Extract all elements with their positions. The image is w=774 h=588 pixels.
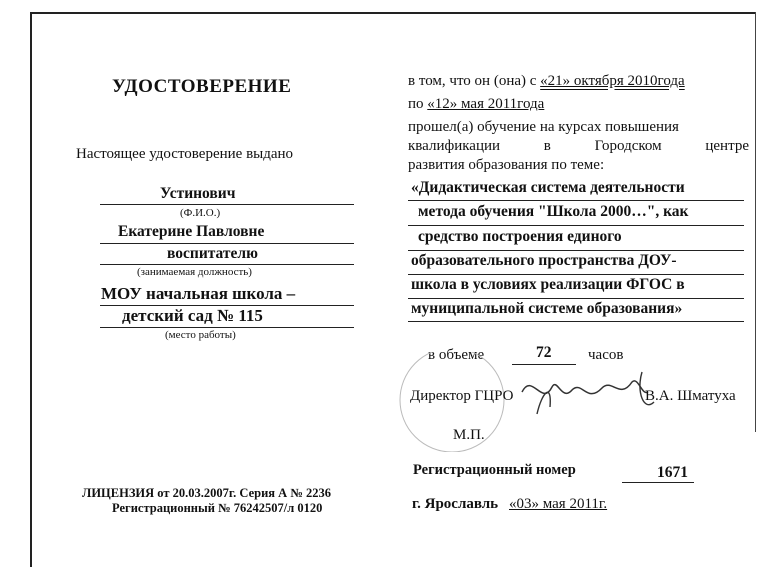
- frame-left-border: [30, 12, 32, 567]
- workplace-line2: детский сад № 115: [122, 306, 263, 325]
- topic-line-5: школа в условиях реализации ФГОС в: [411, 276, 685, 293]
- registration-number: 1671: [657, 464, 688, 481]
- license-line1: ЛИЦЕНЗИЯ от 20.03.2007г. Серия А № 2236: [82, 486, 332, 500]
- qualification-line: [408, 138, 749, 155]
- position-underline: [100, 264, 354, 265]
- period-from-prefix: в том, что он (она) с: [408, 73, 541, 89]
- topic-underline-5: [408, 298, 744, 299]
- frame-top-border: [30, 12, 756, 14]
- surname: Устинович: [160, 185, 236, 202]
- issued-to-text: Настоящее удостоверение выдано: [76, 146, 294, 162]
- topic-underline-1: [408, 200, 744, 201]
- word-4: центре: [705, 138, 749, 154]
- word-2: в: [543, 138, 551, 154]
- license-line2: Регистрационный № 76242507/л 0120: [112, 501, 323, 515]
- workplace-caption: (место работы): [165, 329, 236, 341]
- word-3: Городском: [594, 138, 662, 154]
- date-from: «21» октября 2010года: [540, 73, 685, 89]
- given-name: Екатерине Павловне: [118, 223, 265, 240]
- issue-date: «03» мая 2011г.: [509, 496, 608, 512]
- director-label: Директор ГЦРО: [410, 388, 514, 404]
- workplace-underline2: [100, 327, 354, 328]
- position-caption: (занимаемая должность): [137, 266, 252, 278]
- certificate-title: УДОСТОВЕРЕНИЕ: [112, 76, 292, 97]
- topic-underline-3: [408, 250, 744, 251]
- topic-line-3: средство построения единого: [418, 228, 622, 245]
- hours-value: 72: [536, 344, 552, 361]
- topic-underline-4: [408, 274, 744, 275]
- hours-unit: часов: [588, 347, 624, 363]
- surname-underline: [100, 204, 354, 205]
- period-from-line: [408, 73, 685, 90]
- issue-city: г. Ярославль: [412, 496, 499, 512]
- stamp-label: М.П.: [453, 427, 485, 443]
- topic-line-6: муниципальной системе образования»: [411, 300, 683, 317]
- topic-line-4: образовательного пространства ДОУ-: [411, 252, 677, 269]
- workplace-line1: МОУ начальная школа –: [101, 284, 296, 303]
- volume-label: в объеме: [428, 347, 485, 363]
- period-to-prefix: по: [408, 96, 428, 112]
- course-line: прошел(а) обучение на курсах повышения: [408, 119, 679, 135]
- topic-intro: развития образования по теме:: [408, 157, 605, 173]
- fio-caption: (Ф.И.О.): [180, 207, 221, 219]
- topic-underline-6: [408, 321, 744, 322]
- name-underline: [100, 243, 354, 244]
- topic-line-1: «Дидактическая система деятельности: [411, 179, 685, 196]
- registration-underline: [622, 482, 694, 483]
- position-value: воспитателю: [167, 245, 258, 262]
- signature-stroke: [522, 381, 648, 394]
- topic-underline-2: [408, 225, 744, 226]
- period-to-line: [408, 96, 544, 113]
- frame-right-border: [755, 12, 756, 432]
- topic-line-2: метода обучения "Школа 2000…", как: [418, 203, 689, 220]
- director-name: В.А. Шматуха: [645, 388, 736, 404]
- date-to: «12» мая 2011года: [427, 96, 545, 112]
- registration-label: Регистрационный номер: [413, 462, 576, 478]
- word-1: квалификации: [408, 138, 501, 154]
